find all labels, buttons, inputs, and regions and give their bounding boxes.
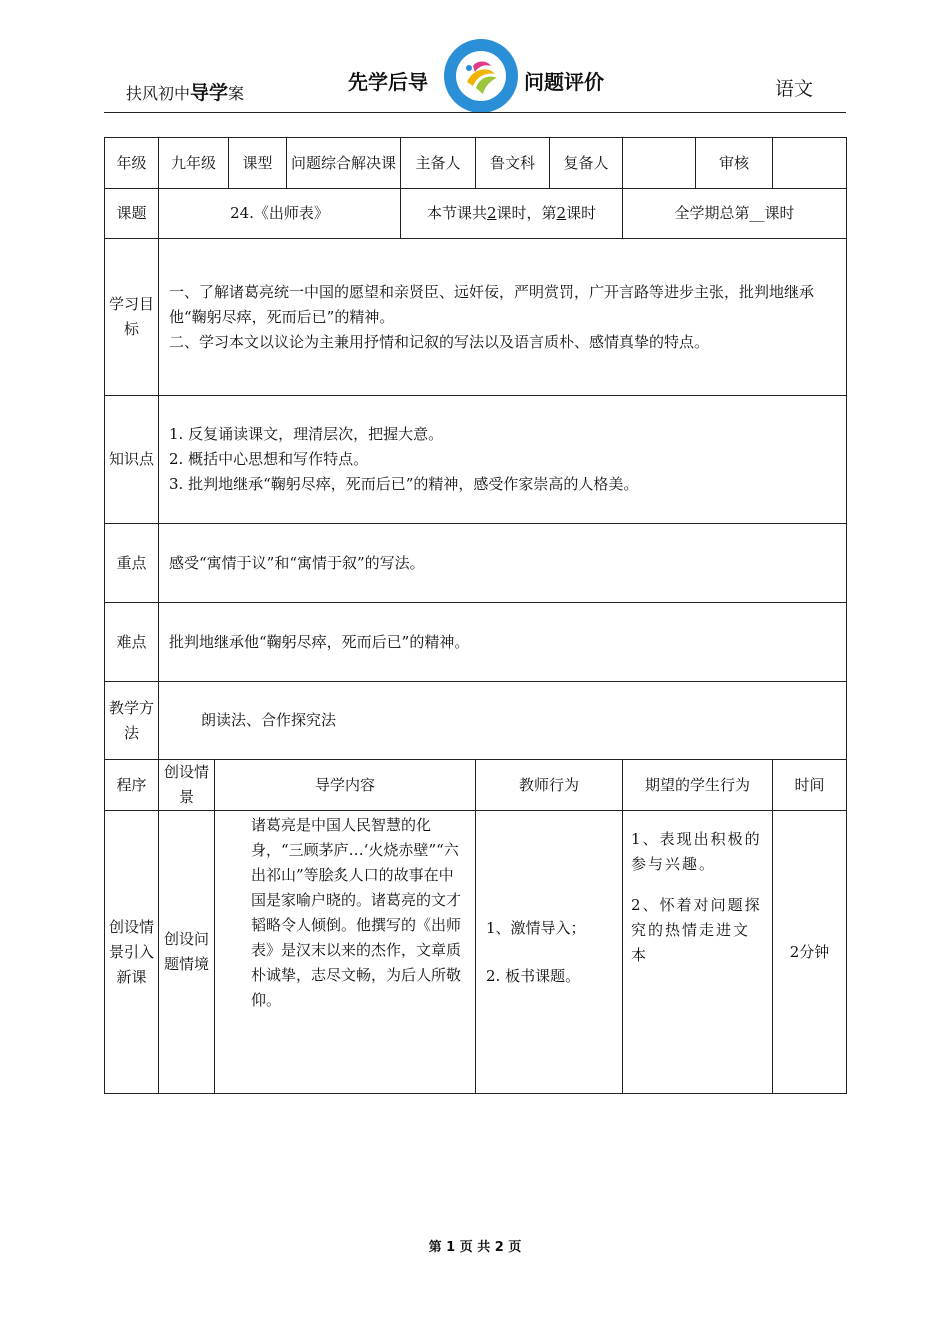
content-value: 诸葛亮是中国人民智慧的化身，“三顾茅庐…‘火烧赤壁”“六出祁山”等脍炙人口的故事在中国是家喻户晓的。诸葛亮的文才韬略令人倾倒。他撰写的《出师表》是汉末以来的杰作，文章质朴诚挚，志尽文畅，为后人所敬仰。 xyxy=(215,811,476,1094)
page-number: 第 1 页 共 2 页 xyxy=(428,1240,522,1255)
difficult-row xyxy=(105,603,847,682)
reviewer-label: 复备人 xyxy=(550,138,623,189)
knowledge-item: 1. 反复诵读课文，理清层次，把握大意。 xyxy=(169,425,444,443)
semester-hours: 全学期总第__课时 xyxy=(623,189,847,239)
goals-label: 学习目标 xyxy=(105,239,159,396)
teacher-item: 1、激情导入； xyxy=(486,919,586,937)
preparer-value: 鲁文科 xyxy=(476,138,550,189)
teacher-item: 2. 板书课题。 xyxy=(486,967,581,985)
hours-prefix: 本节课共 xyxy=(426,204,487,222)
student-item: 2、怀着对问题探究的热情走进文本 xyxy=(631,896,762,964)
school-name xyxy=(126,78,244,105)
slogan-left: 先学后导 xyxy=(348,70,428,94)
topic-label: 课题 xyxy=(105,189,159,239)
scene-header: 创设情景 xyxy=(159,760,215,811)
hours-suffix: 课时 xyxy=(566,204,597,222)
reviewer-value xyxy=(623,138,696,189)
key-row xyxy=(105,524,847,603)
student-value xyxy=(623,811,773,1094)
hours-total: 2 xyxy=(486,204,497,222)
scene-value: 创设问题情境 xyxy=(159,811,215,1094)
lesson-plan-table xyxy=(104,137,847,1094)
knowledge-item: 3. 批判地继承“鞠躬尽瘁，死而后已”的精神，感受作家崇高的人格美。 xyxy=(169,475,639,493)
knowledge-text xyxy=(159,396,847,524)
grade-label: 年级 xyxy=(105,138,159,189)
info-row-2 xyxy=(105,189,847,239)
student-item: 1、表现出积极的参与兴趣。 xyxy=(631,830,762,873)
teacher-header: 教师行为 xyxy=(476,760,623,811)
info-row-1 xyxy=(105,138,847,189)
time-header: 时间 xyxy=(773,760,847,811)
teacher-value xyxy=(476,811,623,1094)
process-header-row xyxy=(105,760,847,811)
procedure-header: 程序 xyxy=(105,760,159,811)
hours-mid: 课时，第 xyxy=(496,204,557,222)
grade-value: 九年级 xyxy=(159,138,229,189)
goal-item: 一、了解诸葛亮统一中国的愿望和亲贤臣、远奸佞，严明赏罚，广开言路等进步主张，批判地继承他“鞠躬尽瘁，死而后已”的精神。 xyxy=(169,282,815,326)
goals-text xyxy=(159,239,847,396)
content-header: 导学内容 xyxy=(215,760,476,811)
preparer-label: 主备人 xyxy=(401,138,476,189)
goal-item: 二、学习本文以议论为主兼用抒情和记叙的写法以及语言质朴、感情真挚的特点。 xyxy=(169,332,710,351)
student-header: 期望的学生行为 xyxy=(623,760,773,811)
school-suffix: 案 xyxy=(228,84,245,103)
method-label: 教学方法 xyxy=(105,682,159,760)
subject-label: 语文 xyxy=(775,78,814,100)
hours-cell xyxy=(401,189,623,239)
procedure-value: 创设情景引入新课 xyxy=(105,811,159,1094)
method-row xyxy=(105,682,847,760)
knowledge-label: 知识点 xyxy=(105,396,159,524)
header-divider xyxy=(104,112,846,113)
method-text: 朗读法、合作探究法 xyxy=(159,682,847,760)
type-label: 课型 xyxy=(229,138,287,189)
difficult-label: 难点 xyxy=(105,603,159,682)
difficult-text: 批判地继承他“鞠躬尽瘁，死而后已”的精神。 xyxy=(159,603,847,682)
knowledge-row xyxy=(105,396,847,524)
key-label: 重点 xyxy=(105,524,159,603)
school-prefix: 扶风初中 xyxy=(126,84,191,103)
knowledge-item: 2. 概括中心思想和写作特点。 xyxy=(169,450,369,468)
audit-label: 审核 xyxy=(696,138,773,189)
time-value: 2分钟 xyxy=(773,811,847,1094)
audit-value xyxy=(773,138,847,189)
topic-value: 24.《出师表》 xyxy=(159,189,401,239)
key-text: 感受“寓情于议”和“寓情于叙”的写法。 xyxy=(159,524,847,603)
hours-current: 2 xyxy=(556,204,567,222)
goals-row xyxy=(105,239,847,396)
school-emph: 导学 xyxy=(190,82,229,104)
process-row xyxy=(105,811,847,1094)
school-logo-icon xyxy=(443,38,519,114)
type-value: 问题综合解决课 xyxy=(287,138,401,189)
slogan-right: 问题评价 xyxy=(524,70,604,94)
